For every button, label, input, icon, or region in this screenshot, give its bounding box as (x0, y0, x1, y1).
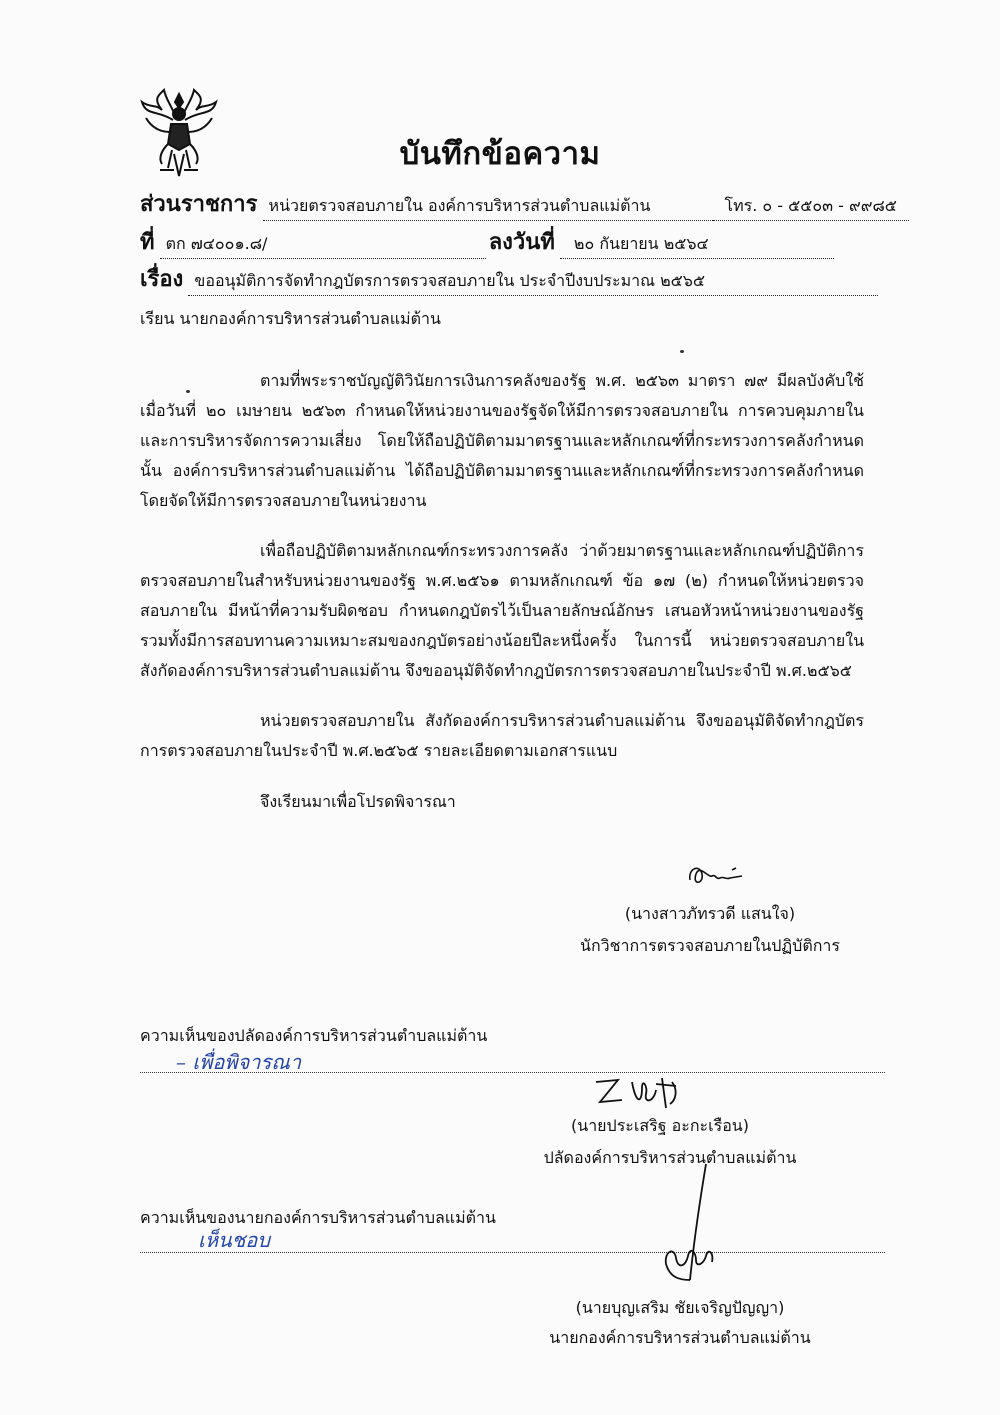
opinion-2-label: ความเห็นของนายกองค์การบริหารส่วนตำบลแม่ต้าน (140, 1208, 496, 1227)
body-paragraph-2: เพื่อถือปฏิบัติตามหลักเกณฑ์กระทรวงการคลัง ว่าด้วยมาตรฐานและหลักเกณฑ์ปฏิบัติการตรวจสอบภายในสำหรับหน่วยงานของรัฐ พ.ศ.๒๕๖๑ ตามหลักเกณฑ์ ข้อ ๑๗ (๒) กำหนดให้หน่วยตรวจสอบภายใน มีหน้าที่ความรับผิดชอบ กำหนดกฎบัตรไว้เป็นลายลักษณ์อักษร เสนอหัวหน้าหน่วยงานของรัฐ รวมทั้งมีการสอบทานความเหมาะสมของกฎบัตรอย่างน้อยปีละหนึ่งครั้ง ในการนี้ หน่วยตรวจสอบภายใน สังกัดองค์การบริหารส่วนตำบลแม่ต้าน จึงขออนุมัติจัดทำกฎบัตรการตรวจสอบภายในประจำปี พ.ศ.๒๕๖๕ (140, 541, 864, 680)
subject-label: เรื่อง (140, 267, 184, 292)
signer-1-name: (นางสาวภัทรวดี แสนใจ) (624, 904, 796, 923)
ref-label: ที่ (140, 230, 155, 255)
opinion-2-handwritten: เห็นชอบ (198, 1228, 270, 1252)
agency-row (140, 186, 909, 216)
opinion-2-dotted-line (140, 1252, 885, 1253)
agency-phone: โทร. ๐ - ๕๕๐๓ - ๙๙๘๕ (713, 194, 909, 221)
opinion-1-dotted-line (140, 1072, 885, 1073)
agency-value: หน่วยตรวจสอบภายใน องค์การบริหารส่วนตำบลแม่ต้าน (263, 194, 713, 221)
opinion-1-handwritten: – เพื่อพิจารณา (176, 1050, 302, 1074)
date-value: ๒๐ กันยายน ๒๕๖๔ (560, 232, 834, 259)
closing-text: จึงเรียนมาเพื่อโปรดพิจารณา (260, 792, 456, 811)
opinion-1-label: ความเห็นของปลัดองค์การบริหารส่วนตำบลแม่ต้าน (140, 1026, 488, 1045)
memo-title: บันทึกข้อความ (399, 136, 601, 172)
salutation: เรียน นายกองค์การบริหารส่วนตำบลแม่ต้าน (140, 309, 441, 328)
subject-value: ขออนุมัติการจัดทำกฎบัตรการตรวจสอบภายใน ประจำปีงบประมาณ ๒๕๖๕ (188, 269, 878, 296)
ref-value: ตก ๗๔๐๐๑.๘/ (160, 232, 486, 259)
agency-label: ส่วนราชการ (140, 192, 258, 217)
signature-2 (592, 1074, 692, 1114)
signature-3 (650, 1160, 730, 1300)
scan-speck (186, 390, 190, 393)
opinion-1-signer-position: ปลัดองค์การบริหารส่วนตำบลแม่ต้าน (543, 1148, 797, 1167)
body-paragraph-1: ตามที่พระราชบัญญัติวินัยการเงินการคลังของรัฐ พ.ศ. ๒๕๖๓ มาตรา ๗๙ มีผลบังคับใช้ เมื่อวันที่ ๒๐ เมษายน ๒๕๖๓ กำหนดให้หน่วยงานของรัฐจัดให้มีการตรวจสอบภายใน การควบคุมภายในและการบริหารจัดการความเสี่ยง โดยให้ถือปฏิบัติตามมาตรฐานและหลักเกณฑ์ที่กระทรวงการคลังกำหนดนั้น องค์การบริหารส่วนตำบลแม่ต้าน ได้ถือปฏิบัติตามมาตรฐานและหลักเกณฑ์ที่กระทรวงการคลังกำหนด โดยจัดให้มีการตรวจสอบภายในหน่วยงาน (140, 371, 864, 510)
scan-speck (680, 350, 684, 353)
body-paragraph-3: หน่วยตรวจสอบภายใน สังกัดองค์การบริหารส่วนตำบลแม่ต้าน จึงขออนุมัติจัดทำกฎบัตรการตรวจสอบภายในประจำปี พ.ศ.๒๕๖๕ รายละเอียดตามเอกสารแนบ (140, 711, 864, 760)
opinion-2-signer-name: (นายบุญเสริม ชัยเจริญปัญญา) (575, 1298, 785, 1317)
date-label: ลงวันที่ (488, 230, 555, 255)
opinion-2-signer-position: นายกองค์การบริหารส่วนตำบลแม่ต้าน (549, 1328, 811, 1347)
signer-1-position: นักวิชาการตรวจสอบภายในปฏิบัติการ (580, 936, 840, 955)
ref-row (140, 224, 834, 254)
opinion-1-signer-name: (นายประเสริฐ อะกะเรือน) (571, 1116, 749, 1135)
subject-row (140, 261, 878, 291)
signature-1 (686, 860, 766, 890)
